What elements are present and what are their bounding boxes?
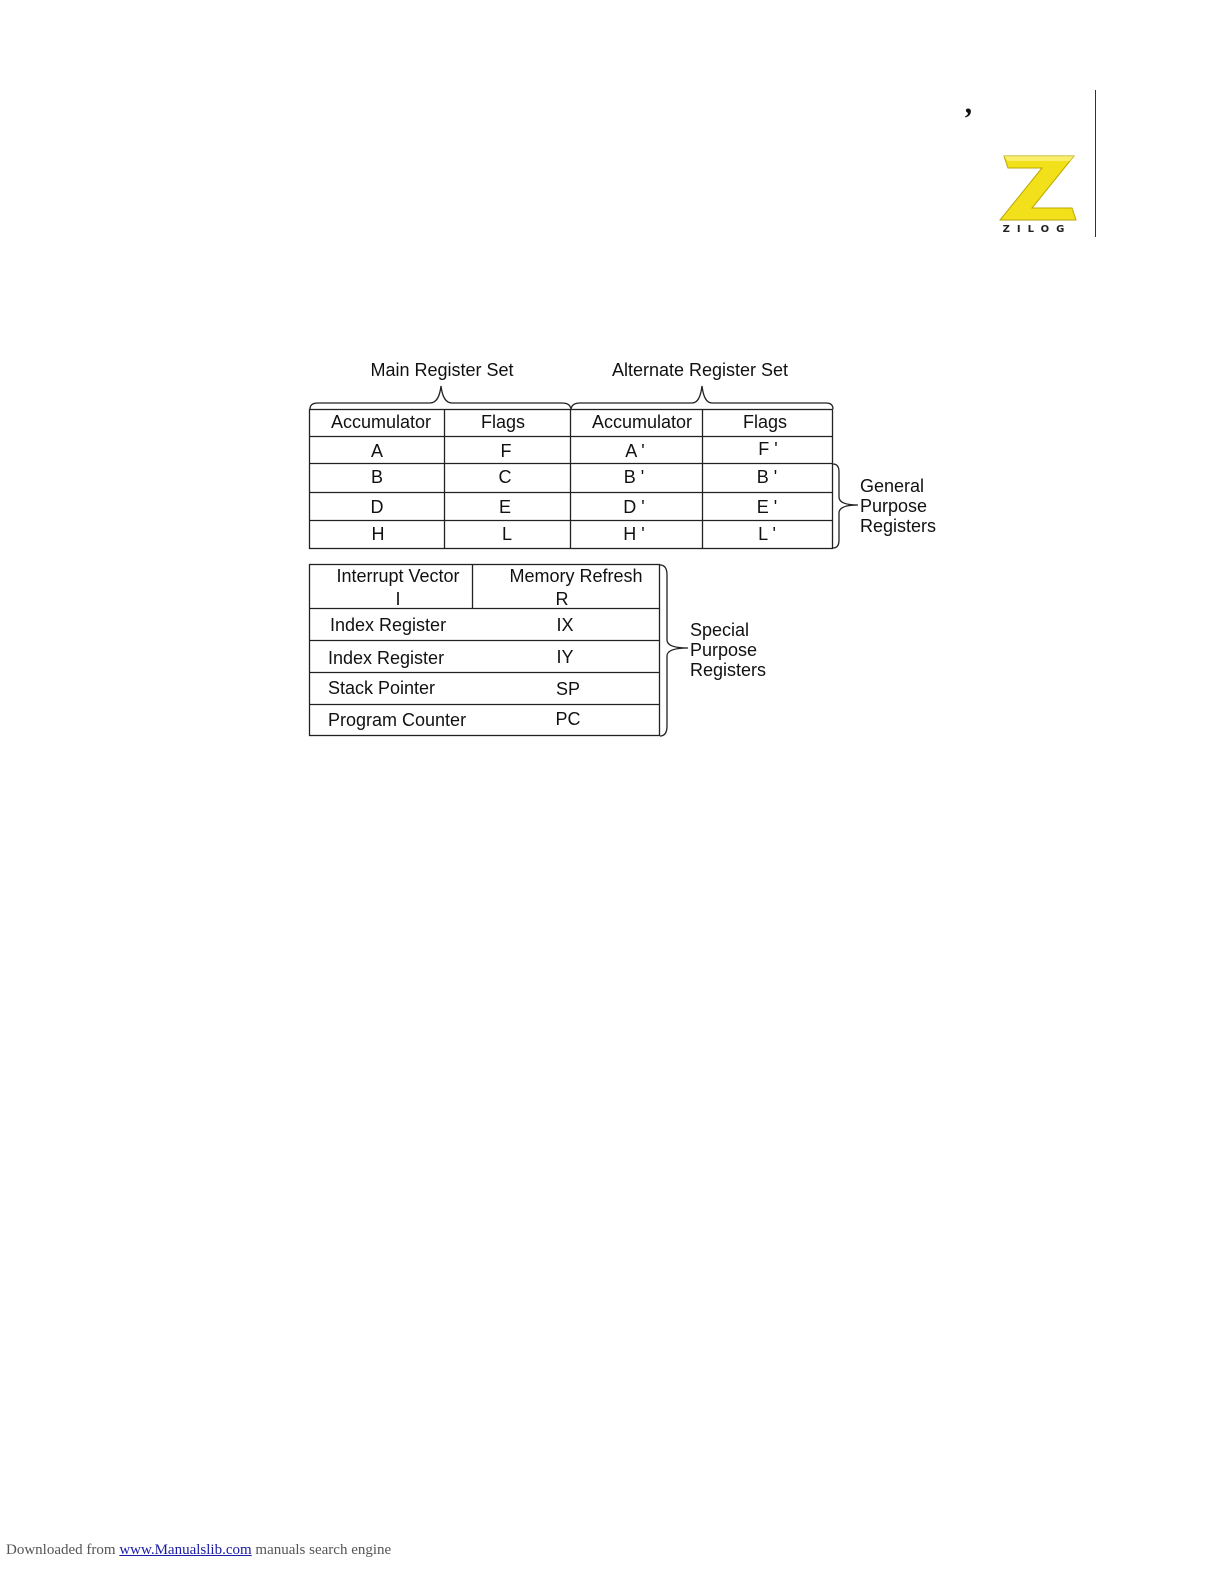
register-cell: D bbox=[370, 497, 384, 517]
register-cell: F ' bbox=[758, 439, 778, 459]
memory-refresh-register: R bbox=[555, 589, 569, 609]
special-register-code: PC bbox=[555, 709, 581, 729]
main-flags-header: Flags bbox=[480, 412, 526, 432]
footer bbox=[6, 1542, 391, 1559]
alt-set-brace bbox=[571, 386, 833, 409]
special-purpose-label: Special Purpose Registers bbox=[690, 620, 767, 680]
register-cell: A bbox=[370, 441, 384, 461]
special-register-code: SP bbox=[555, 679, 581, 699]
register-cell: A ' bbox=[625, 441, 645, 461]
alternate-register-set-title: Alternate Register Set bbox=[611, 360, 789, 380]
register-cell: E bbox=[498, 497, 512, 517]
register-cell: H bbox=[371, 524, 385, 544]
register-cell: B ' bbox=[756, 467, 778, 487]
register-cell: F bbox=[500, 441, 512, 461]
register-cell: H ' bbox=[623, 524, 645, 544]
footer-suffix: manuals search engine bbox=[251, 1542, 392, 1558]
general-purpose-label: General Purpose Registers bbox=[860, 476, 937, 536]
register-cell: E ' bbox=[756, 497, 778, 517]
alt-accumulator-header: Accumulator bbox=[591, 412, 693, 432]
general-purpose-brace bbox=[833, 464, 858, 548]
special-register-name: Stack Pointer bbox=[328, 678, 436, 698]
special-purpose-brace bbox=[660, 565, 688, 736]
special-register-name: Index Register bbox=[328, 648, 445, 668]
register-cell: L bbox=[501, 524, 513, 544]
main-set-brace bbox=[310, 386, 571, 409]
special-register-name: Program Counter bbox=[328, 710, 467, 730]
footer-prefix: Downloaded from bbox=[6, 1542, 120, 1558]
main-register-set-title: Main Register Set bbox=[370, 360, 514, 380]
special-register-code: IY bbox=[556, 647, 574, 667]
main-accumulator-header: Accumulator bbox=[330, 412, 432, 432]
alt-flags-header: Flags bbox=[742, 412, 788, 432]
memory-refresh-label: Memory Refresh bbox=[509, 566, 643, 586]
register-cell: D ' bbox=[623, 497, 645, 517]
special-register-name: Index Register bbox=[330, 615, 447, 635]
special-register-code: IX bbox=[556, 615, 574, 635]
header-mark: ’ bbox=[962, 102, 972, 135]
interrupt-vector-register: I bbox=[395, 589, 401, 609]
manualslib-link[interactable]: www.Manualslib.com bbox=[119, 1542, 252, 1558]
interrupt-vector-label: Interrupt Vector bbox=[336, 566, 460, 586]
register-cell: C bbox=[498, 467, 512, 487]
register-cell: L ' bbox=[758, 524, 776, 544]
logo-text: ZILOG bbox=[1002, 224, 1072, 235]
register-cell: B ' bbox=[623, 467, 645, 487]
register-cell: B bbox=[370, 467, 384, 487]
